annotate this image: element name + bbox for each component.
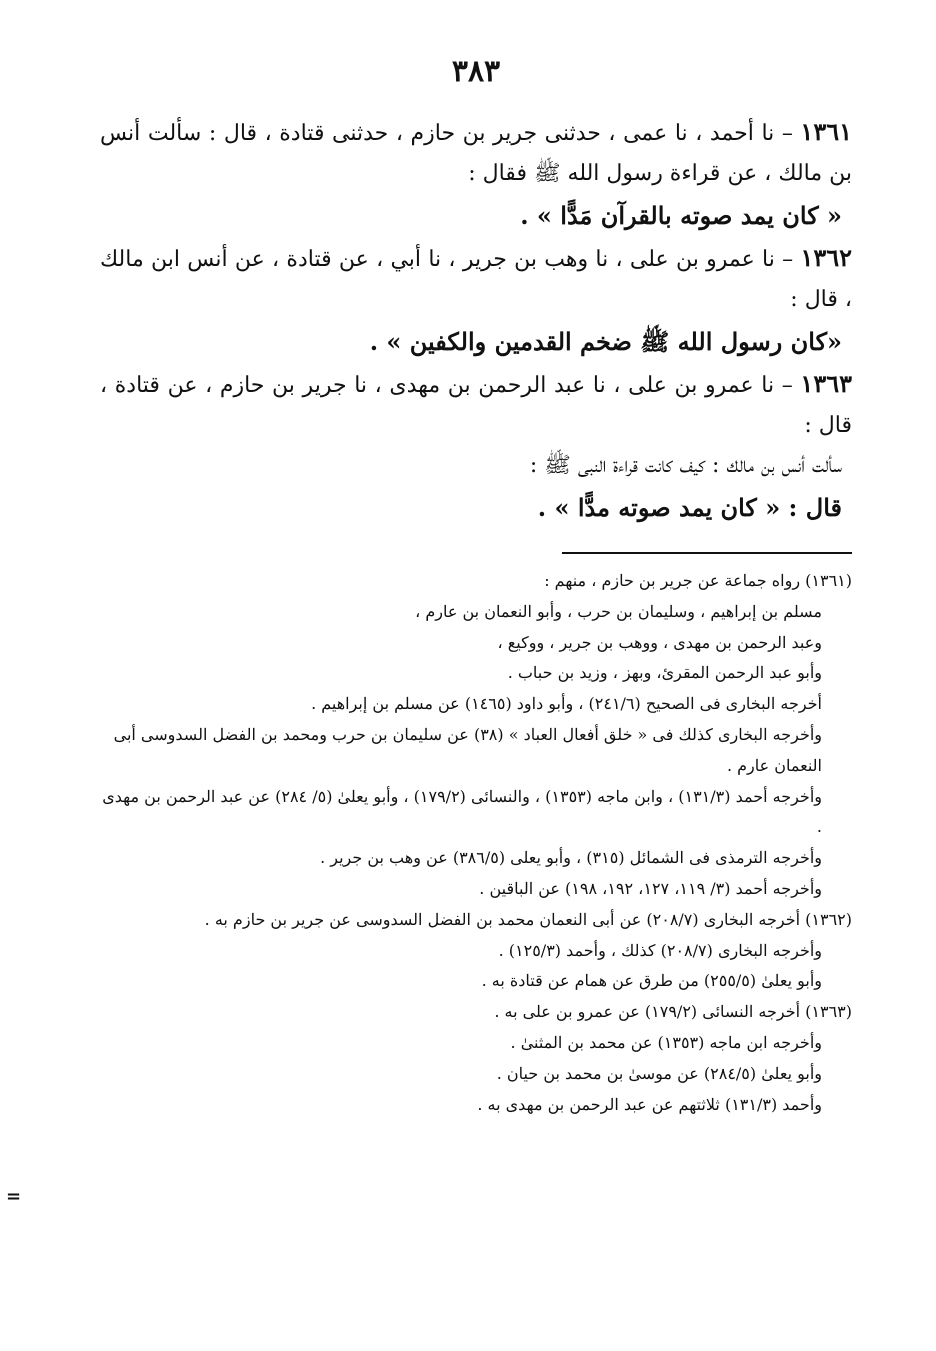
footnote-line: وأخرجه ابن ماجه (١٣٥٣) عن محمد بن المثنىٰ . bbox=[510, 1032, 822, 1052]
hadith-1362 bbox=[100, 238, 852, 364]
hadith-isnad: ١٣٦٣ – نا عمرو بن على ، نا عبد الرحمن بن مهدى ، نا جرير بن حازم ، عن قتادة ، قال : bbox=[100, 369, 852, 438]
book-page bbox=[100, 50, 852, 1310]
footnotes bbox=[100, 566, 852, 1120]
page-number: ٣٨٣ bbox=[451, 54, 501, 89]
footnote-line: وأحمد (١٣١/٣) ثلاثتهم عن عبد الرحمن بن مهدى به . bbox=[477, 1094, 822, 1114]
hadith-matn: «كان رسول الله ﷺ ضخم القدمين والكفين » . bbox=[369, 327, 842, 356]
hadith-question: سألت أنس بن مالك : كيف كانت قراءة النبى ﷺ : bbox=[529, 453, 842, 478]
footnote-line: وأبو يعلىٰ (٢٥٥/٥) من طرق عن همام عن قتادة به . bbox=[481, 971, 822, 991]
footnote-line: وأبو عبد الرحمن المقرئ، وبهز ، وزيد بن حباب . bbox=[507, 663, 822, 683]
footnote-line: وعبد الرحمن بن مهدى ، ووهب بن جرير ، ووكيع ، bbox=[497, 632, 822, 652]
footnote-line: وأخرجه الترمذى فى الشمائل (٣١٥) ، وأبو يعلى (٣٨٦/٥) عن وهب بن جرير . bbox=[320, 848, 822, 868]
hadith-number: ١٣٦٢ bbox=[800, 243, 852, 272]
hadith-matn: « كان يمد صوته بالقرآن مَدًّا » . bbox=[520, 201, 842, 230]
hadith-1363 bbox=[100, 364, 852, 530]
footnote-line: وأخرجه البخارى (٢٠٨/٧) كذلك ، وأحمد (١٢٥/٣) . bbox=[498, 940, 822, 960]
hadith-matn: قال : « كان يمد صوته مدًّا » . bbox=[537, 493, 842, 522]
footnote-divider bbox=[562, 552, 852, 554]
hadith-isnad: ١٣٦١ – نا أحمد ، نا عمى ، حدثنى جرير بن حازم ، حدثنى قتادة ، قال : سألت أنس بن مالك ، عن قراءة رسول الله ﷺ فقال : bbox=[100, 117, 852, 186]
hadith-isnad-text: نا أحمد ، نا عمى ، حدثنى جرير بن حازم ، حدثنى قتادة ، قال : سألت أنس بن مالك ، عن قراءة رسول الله ﷺ فقال : bbox=[100, 121, 852, 186]
footnote-line: وأخرجه البخارى كذلك فى « خلق أفعال العباد » (٣٨) عن سليمان بن حرب ومحمد بن الفضل السدوسى أبى النعمان عارم . bbox=[113, 724, 822, 775]
continuation-mark: = bbox=[6, 1186, 22, 1207]
hadith-1361 bbox=[100, 112, 852, 238]
hadith-isnad-text: نا عمرو بن على ، نا وهب بن جرير ، نا أبي ، عن قتادة ، عن أنس ابن مالك ، قال : bbox=[100, 247, 852, 312]
hadith-isnad: ١٣٦٢ – نا عمرو بن على ، نا وهب بن جرير ، نا أبي ، عن قتادة ، عن أنس ابن مالك ، قال : bbox=[100, 243, 852, 312]
hadith-number: ١٣٦٣ bbox=[800, 369, 852, 398]
footnote-1362-head: (١٣٦٢) أخرجه البخارى (٢٠٨/٧) عن أبى النعمان محمد بن الفضل السدوسى عن جرير بن حازم به . bbox=[204, 909, 852, 929]
footnote-line: وأخرجه أحمد (٣/ ١١٩، ١٢٧، ١٩٢، ١٩٨) عن الباقين . bbox=[479, 878, 822, 898]
footnote-line: مسلم بن إبراهيم ، وسليمان بن حرب ، وأبو النعمان بن عارم ، bbox=[415, 601, 822, 621]
hadith-isnad-text: نا عمرو بن على ، نا عبد الرحمن بن مهدى ، نا جرير بن حازم ، عن قتادة ، قال : bbox=[100, 373, 852, 438]
footnote-line: وأبو يعلىٰ (٢٨٤/٥) عن موسىٰ بن محمد بن حيان . bbox=[496, 1063, 822, 1083]
hadith-number: ١٣٦١ bbox=[800, 117, 852, 146]
footnote-line: وأخرجه أحمد (١٣١/٣) ، وابن ماجه (١٣٥٣) ، والنسائى (١٧٩/٢) ، وأبو يعلىٰ (٥/ ٢٨٤) عن عبد الرحمن بن مهدى . bbox=[102, 786, 822, 837]
footnote-1361-head: (١٣٦١) رواه جماعة عن جرير بن حازم ، منهم : bbox=[544, 571, 852, 590]
footnote-line: أخرجه البخارى فى الصحيح (٢٤١/٦) ، وأبو داود (١٤٦٥) عن مسلم بن إبراهيم . bbox=[311, 694, 822, 714]
footnote-1363-head: (١٣٦٣) أخرجه النسائى (١٧٩/٢) عن عمرو بن على به . bbox=[494, 1002, 852, 1022]
